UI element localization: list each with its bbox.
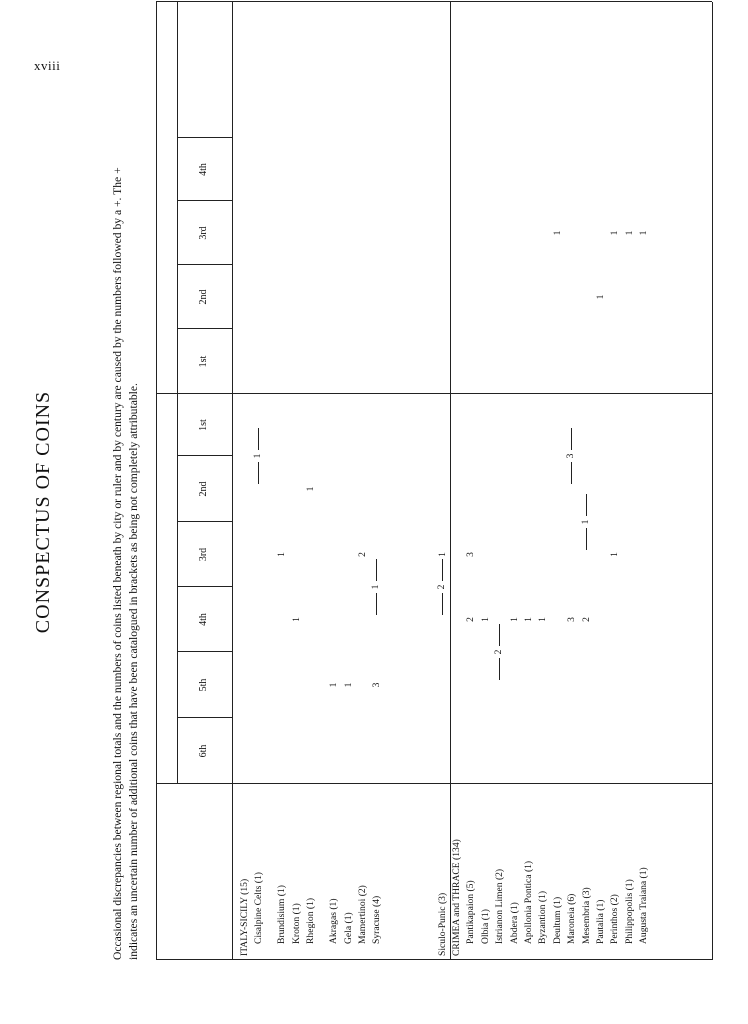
column-header: 6th [198,744,209,758]
table-right-rule [156,1,712,2]
row-label: Byzantion (1) [537,890,549,944]
row-label: Siculo-Punic (3) [437,892,448,956]
column-divider-major [156,393,712,394]
cell-value: 2 [580,617,592,622]
page-title: CONSPECTUS OF COINS [32,390,54,634]
cell-value: 1 [342,682,354,688]
cell-value: 1 [551,230,563,236]
cell-value: 1 [328,682,340,688]
column-header: 3rd [198,547,209,562]
column-header: 3rd [198,226,209,240]
cell-value: 1 [638,230,650,236]
row-label: Akragas (1) [328,898,340,944]
span-value: 2 [437,581,447,593]
cell-value: 2 [465,617,477,622]
intro-paragraph: Occasional discrepancies between regional totals and the numbers of coins listed beneath by city or ruler and by century are caused by the numbers followed by a +. The + indicates an uncertain number of additional coins that have been catalogued in brackets as being not completely attributable. [111,167,140,960]
row-label: Augusta Traiana (1) [638,867,650,944]
section-divider [450,2,451,960]
column-divider-major [156,783,712,784]
cell-value: 1 [305,486,317,492]
cell-value: 1 [290,617,302,622]
table-top-rule [156,2,157,960]
cell-value: 1 [508,617,520,622]
table-bottom-rule [712,2,713,960]
row-label: Istrianon Limen (2) [494,868,506,944]
row-label: Gela (1) [342,912,354,944]
column-header: 2nd [198,289,209,305]
span-value: 1 [253,450,263,462]
page-number: xviii [34,58,61,73]
row-label: Apollonia Pontica (1) [523,860,534,944]
span-value: 1 [581,516,591,528]
row-label: Rhegion (1) [305,897,317,944]
section-title: ITALY-SICILY (15) [239,878,250,956]
row-label: Cisalpine Celts (1) [253,872,265,944]
cell-value: 3 [465,552,477,557]
span-value: 2 [494,646,504,658]
cell-value: 3 [566,617,578,622]
cell-value: 1 [523,617,534,622]
row-label: Maroneia (6) [566,893,578,944]
row-label: Pautalia (1) [595,899,606,944]
column-header: 1st [198,355,209,368]
cell-value: 1 [437,552,448,557]
cell-value: 1 [623,230,635,236]
row-label: Syracuse (4) [371,895,383,944]
cell-value: 1 [595,294,606,300]
row-label: Brundisium (1) [276,885,288,944]
row-label: Mamertinoi (2) [357,885,369,944]
row-label: Pantikapaion (5) [465,880,477,944]
column-header: 4th [198,163,209,176]
table-left-rule [156,959,712,960]
cell-value: 1 [537,617,549,622]
row-label: Olbia (1) [479,909,491,944]
row-label: Philippopolis (1) [623,879,635,944]
row-label: Mesembria (3) [580,887,592,944]
row-label: Abdera (1) [508,902,520,944]
section-title: CRIMEA and THRACE (134) [451,839,462,956]
span-value: 3 [566,450,576,462]
span-value: 1 [371,581,381,593]
cell-value: 1 [479,617,491,622]
cell-value: 1 [276,552,288,557]
row-label: Kroton (1) [290,903,302,944]
cell-value: 1 [609,230,621,236]
cell-value: 1 [609,552,621,557]
column-header: 1st [198,419,209,431]
column-header: 2nd [198,481,209,497]
cell-value: 2 [357,552,369,557]
cell-value: 3 [371,682,383,688]
column-header: 5th [198,678,209,692]
header-bottom-rule [232,2,233,960]
row-label: Deultum (1) [551,896,563,944]
column-header: 4th [198,613,209,626]
row-label: Perinthos (2) [609,894,621,944]
